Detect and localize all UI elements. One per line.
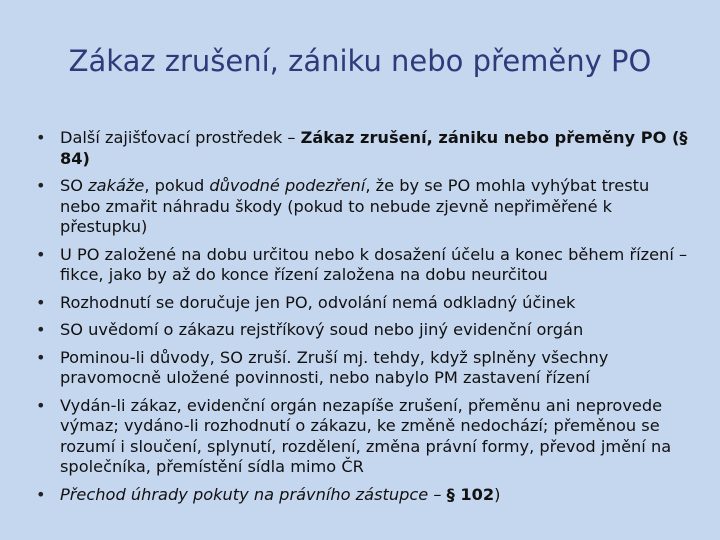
list-item: • SO zakáže, pokud důvodné podezření, že by se PO mohla vyhýbat trestu nebo zmařit náhradu škody (pokud to nebude zjevně nepřiměřené k přestupku)	[36, 176, 650, 236]
list-item: • U PO založené na dobu určitou nebo k dosažení účelu a konec během řízení – fikce, jako by až do konce řízení založena na dobu neurčitou	[36, 244, 688, 284]
list-item: • Pominou-li důvody, SO zruší. Zruší mj. tehdy, když splněny všechny pravomocně uložené povinnosti, nebo nabylo PM zastavení řízení	[36, 347, 609, 387]
slide-title: Zákaz zrušení, zániku nebo přeměny PO	[68, 44, 652, 78]
bullet-icon: •	[36, 128, 46, 147]
list-item: • Další zajišťovací prostředek – Zákaz zrušení, zániku nebo přeměny PO (§ 84)	[36, 128, 688, 168]
list-item: • Vydán-li zákaz, evidenční orgán nezapíše zrušení, přeměnu ani neprovede výmaz; vydáno-li rozhodnutí o zákazu, ke změně nedochází; přeměnou se rozumí i sloučení, splynutí, rozdělení, změna právní formy, převod jmění na společníka, přemístění sídla mimo ČR	[36, 395, 672, 476]
bullet-icon: •	[36, 320, 46, 339]
bullet-icon: •	[36, 244, 46, 264]
list-item: • Rozhodnutí se doručuje jen PO, odvolání nemá odkladný účinek	[36, 292, 576, 312]
bullet-icon: •	[36, 347, 46, 367]
bullet-icon: •	[36, 484, 46, 504]
bullet-icon: •	[36, 292, 46, 312]
bullet-icon: •	[36, 176, 46, 195]
list-item: • Přechod úhrady pokuty na právního zástupce – § 102)	[36, 484, 501, 504]
list-item: • SO uvědomí o zákazu rejstříkový soud nebo jiný evidenční orgán	[36, 320, 584, 339]
bullet-list	[36, 128, 688, 512]
bullet-icon: •	[36, 395, 46, 415]
